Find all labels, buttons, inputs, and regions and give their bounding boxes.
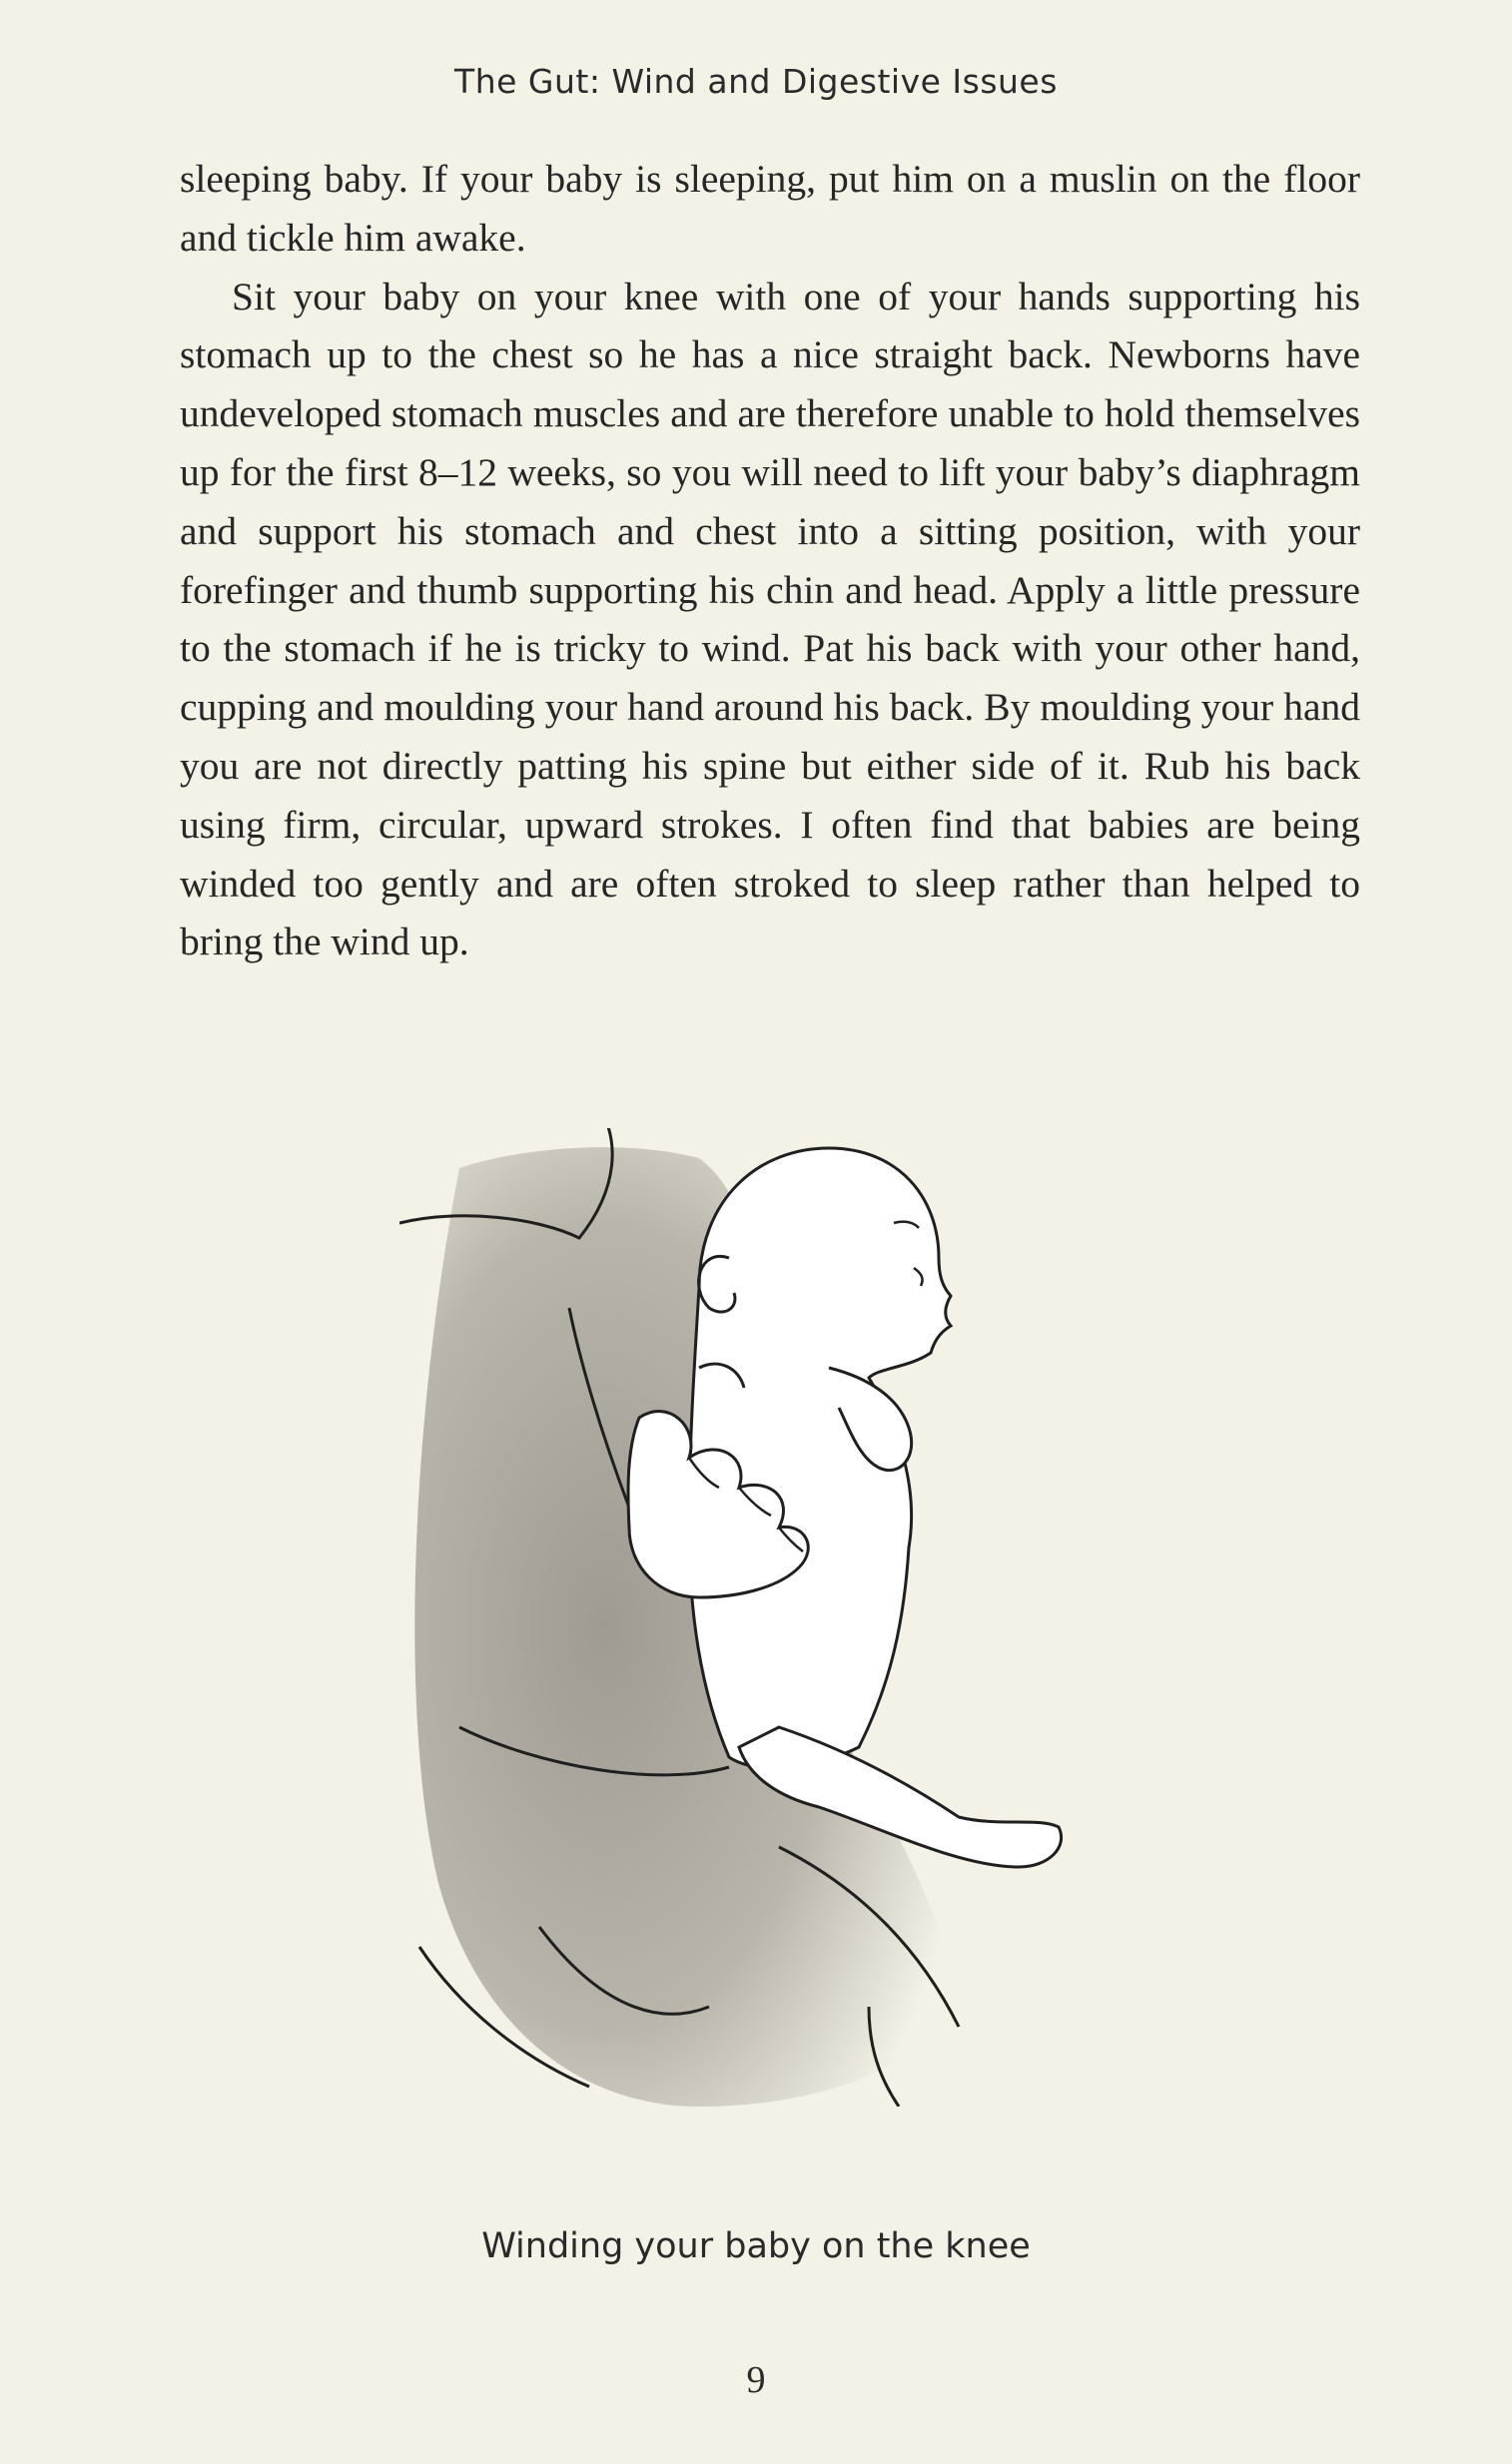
figure-caption: Winding your baby on the knee xyxy=(481,2226,1031,2266)
paragraph-winding-instructions: Sit your baby on your knee with one of your hands supporting his stomach up to the chest so he has a nice straight back. Newborns have undeveloped stomach muscles and are therefore unable to hold themselves up for the first 8–12 weeks, so you will need to lift your baby’s diaphragm and support his stomach and chest into a sitting position, with your forefinger and thumb supporting his chin and head. Apply a little pressure to the stomach if he is tricky to wind. Pat his back with your other hand, cupping and moulding your hand around his back. By moulding your hand you are not directly patting his spine but either side of it. Rub his back using firm, circular, upward strokes. I often find that babies are being winded too gently and are often stroked to sleep rather than helped to bring the wind up. xyxy=(180,274,1360,964)
running-head: The Gut: Wind and Digestive Issues xyxy=(454,62,1058,101)
winding-illustration xyxy=(399,1128,1198,2107)
paragraph-continued: sleeping baby. If your baby is sleeping, put him on a muslin on the floor and tickle him awake. xyxy=(180,157,1360,260)
page-number: 9 xyxy=(746,2359,766,2401)
body-text xyxy=(180,150,1360,971)
